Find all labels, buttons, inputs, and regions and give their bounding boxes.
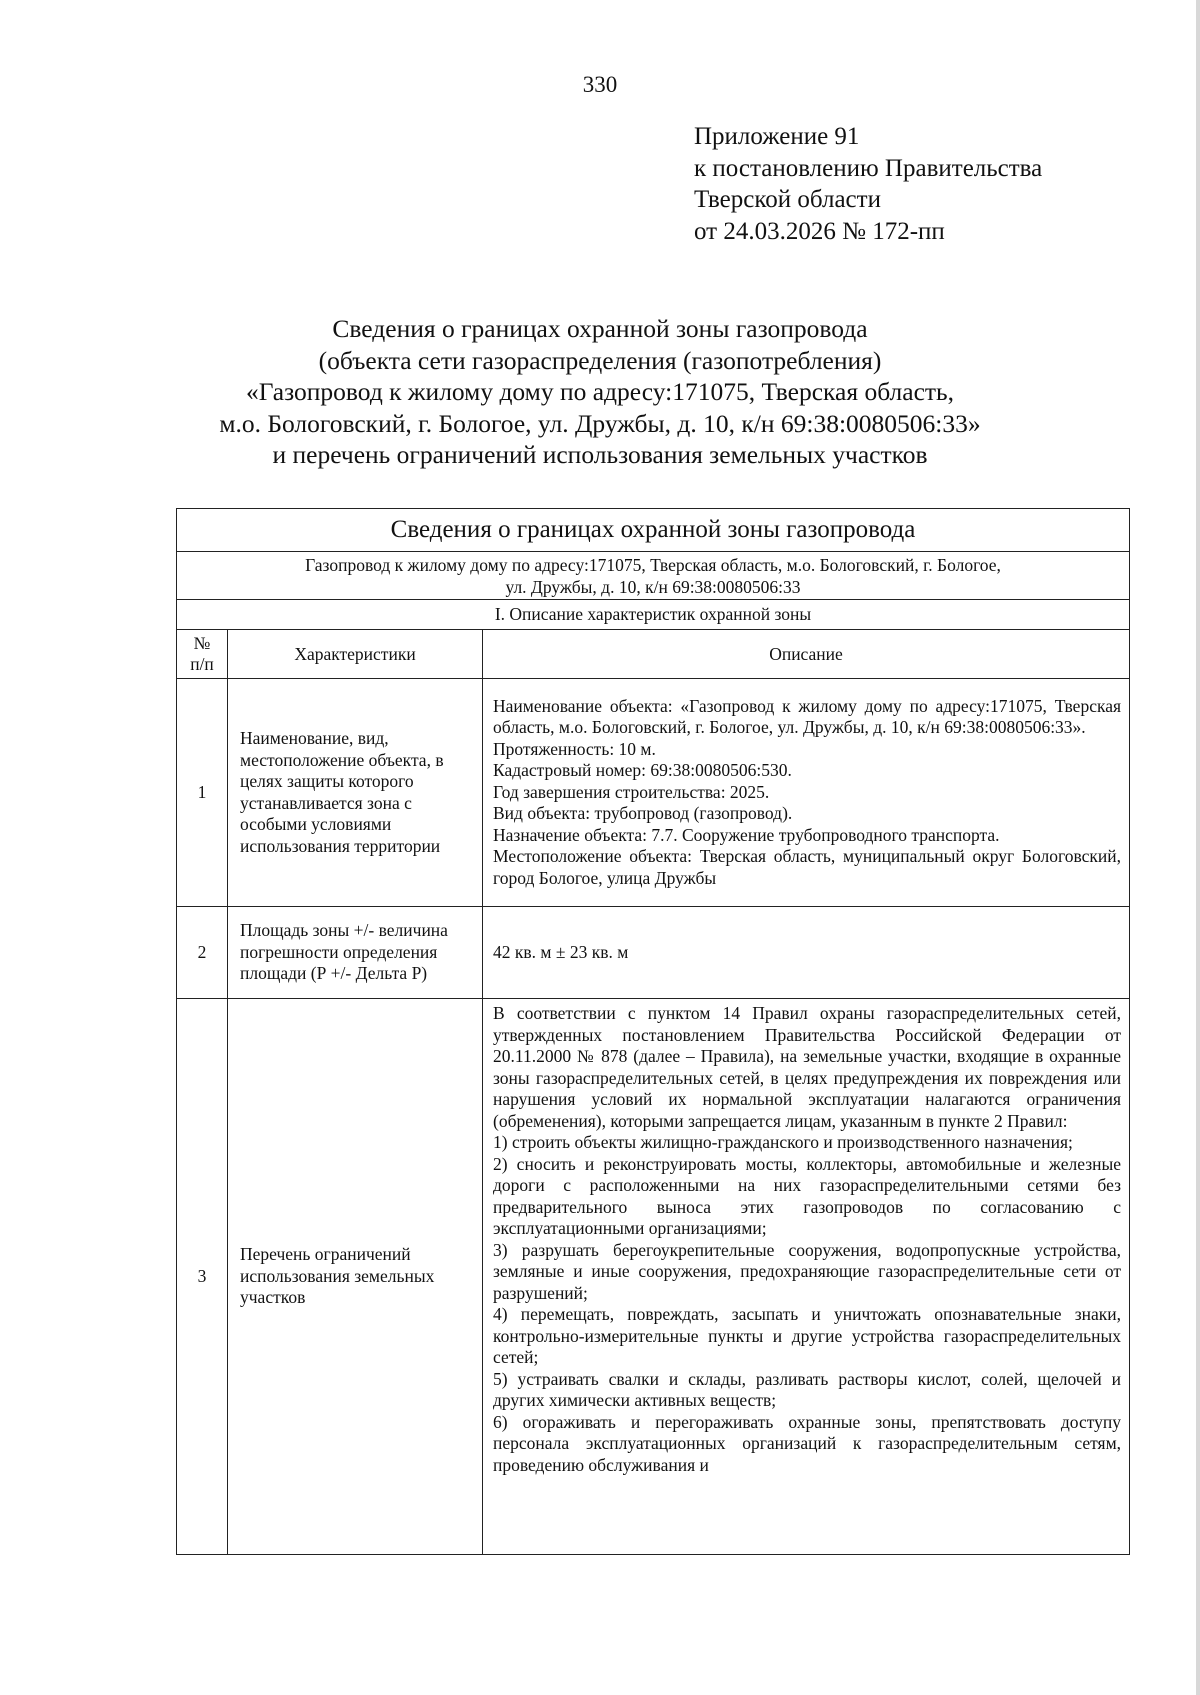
section-heading: I. Описание характеристик охранной зоны	[177, 600, 1130, 630]
title-line: «Газопровод к жилому дому по адресу:171075, Тверская область,	[245, 377, 955, 406]
object-name-cell	[177, 552, 1130, 600]
title-line: м.о. Бологовский, г. Бологое, ул. Дружбы, д. 10, к/н 69:38:0080506:33»	[219, 408, 981, 438]
row-number: 1	[177, 679, 228, 907]
table-header: Сведения о границах охранной зоны газопровода	[177, 509, 1130, 552]
column-header-characteristics: Характеристики	[228, 630, 483, 679]
appendix-line: Приложение 91	[694, 123, 860, 150]
table-row	[177, 907, 1130, 999]
description-paragraph: В соответствии с пунктом 14 Правил охраны газораспределительных сетей, утвержденных постановлением Правительства Российской Федерации от 20.11.2000 № 878 (далее – Правила), на земельные участки, входящие в охранные зоны газораспределительных сетей, в целях предупреждения их повреждения или нарушения условий их нормальной эксплуатации налагаются ограничения (обременения), которыми запрещается лицам, указанным в пункте 2 Правил:	[493, 1003, 1122, 1131]
object-name-line: Газопровод к жилому дому по адресу:171075, Тверская область, м.о. Бологовский, г. Бологое,	[305, 554, 1001, 575]
row-number: 2	[177, 907, 228, 999]
row-characteristic: Перечень ограничений использования земельных участков	[228, 999, 483, 1555]
description-paragraph: 42 кв. м ± 23 кв. м	[493, 941, 629, 962]
row-characteristic: Наименование, вид, местоположение объекта, в целях защиты которого устанавливается зона с особыми условиями использования территории	[228, 679, 483, 907]
row-number: 3	[177, 999, 228, 1555]
description-paragraph: Назначение объекта: 7.7. Сооружение трубопроводного транспорта.	[493, 824, 1000, 845]
page-number: 330	[582, 72, 618, 97]
description-paragraph: Наименование объекта: «Газопровод к жилому дому по адресу:171075, Тверская область, м.о. Бологовский, г. Бологое, ул. Дружбы, д. 10, к/н 69:38:0080506:33».	[493, 695, 1122, 738]
row-characteristic: Площадь зоны +/- величина погрешности определения площади (Р +/- Дельта Р)	[228, 907, 483, 999]
object-name-line: ул. Дружбы, д. 10, к/н 69:38:0080506:33	[505, 576, 801, 597]
description-paragraph: 1) строить объекты жилищно-гражданского и производственного назначения;	[493, 1132, 1073, 1152]
description-paragraph: 5) устраивать свалки и склады, разливать растворы кислот, солей, щелочей и других химически активных веществ;	[493, 1368, 1122, 1410]
row-description	[483, 907, 1130, 999]
column-header-description: Описание	[483, 630, 1130, 679]
scan-edge	[1196, 0, 1200, 1695]
column-header-number-line: №	[193, 633, 211, 653]
description-paragraph: Местоположение объекта: Тверская область, муниципальный округ Бологовский, город Бологое, улица Дружбы	[493, 846, 1122, 888]
description-paragraph: Вид объекта: трубопровод (газопровод).	[493, 803, 793, 824]
table-row	[177, 679, 1130, 907]
appendix-line: к постановлению Правительства	[694, 154, 1043, 182]
row-description	[483, 679, 1130, 907]
zone-table	[176, 508, 1130, 1555]
title-line: Сведения о границах охранной зоны газопровода	[332, 314, 868, 343]
description-paragraph: Протяженность: 10 м.	[493, 738, 656, 759]
column-header-number-line: п/п	[190, 654, 214, 674]
description-paragraph: 6) огораживать и перегораживать охранные зоны, препятствовать доступу персонала эксплуатационных организаций к газораспределительным сетям, проведению обслуживания и	[493, 1411, 1122, 1475]
title-line: и перечень ограничений использования земельных участков	[272, 440, 928, 469]
description-paragraph: Год завершения строительства: 2025.	[493, 781, 770, 802]
description-paragraph: 4) перемещать, повреждать, засыпать и уничтожать опознавательные знаки, контрольно-измерительные пункты и другие устройства газораспределительных сетей;	[493, 1304, 1122, 1367]
description-paragraph: 2) сносить и реконструировать мосты, коллекторы, автомобильные и железные дороги с расположенными на них газораспределительными сетями без предварительного выноса этих газопроводов по согласованию с эксплуатационными организациями;	[493, 1153, 1122, 1238]
title-line: (объекта сети газораспределения (газопотребления)	[318, 345, 882, 375]
appendix-line: от 24.03.2026 № 172-пп	[694, 217, 945, 245]
appendix-line: Тверской области	[694, 186, 881, 213]
table-row	[177, 999, 1130, 1555]
description-paragraph: Кадастровый номер: 69:38:0080506:530.	[493, 760, 792, 781]
appendix-block	[694, 121, 1042, 247]
row-description	[483, 999, 1130, 1555]
description-paragraph: 3) разрушать берегоукрепительные сооружения, водопропускные устройства, земляные и иные сооружения, предохраняющие газораспределительные сети от разрушений;	[493, 1239, 1122, 1303]
document-title	[0, 313, 1200, 471]
column-header-number	[177, 630, 228, 679]
